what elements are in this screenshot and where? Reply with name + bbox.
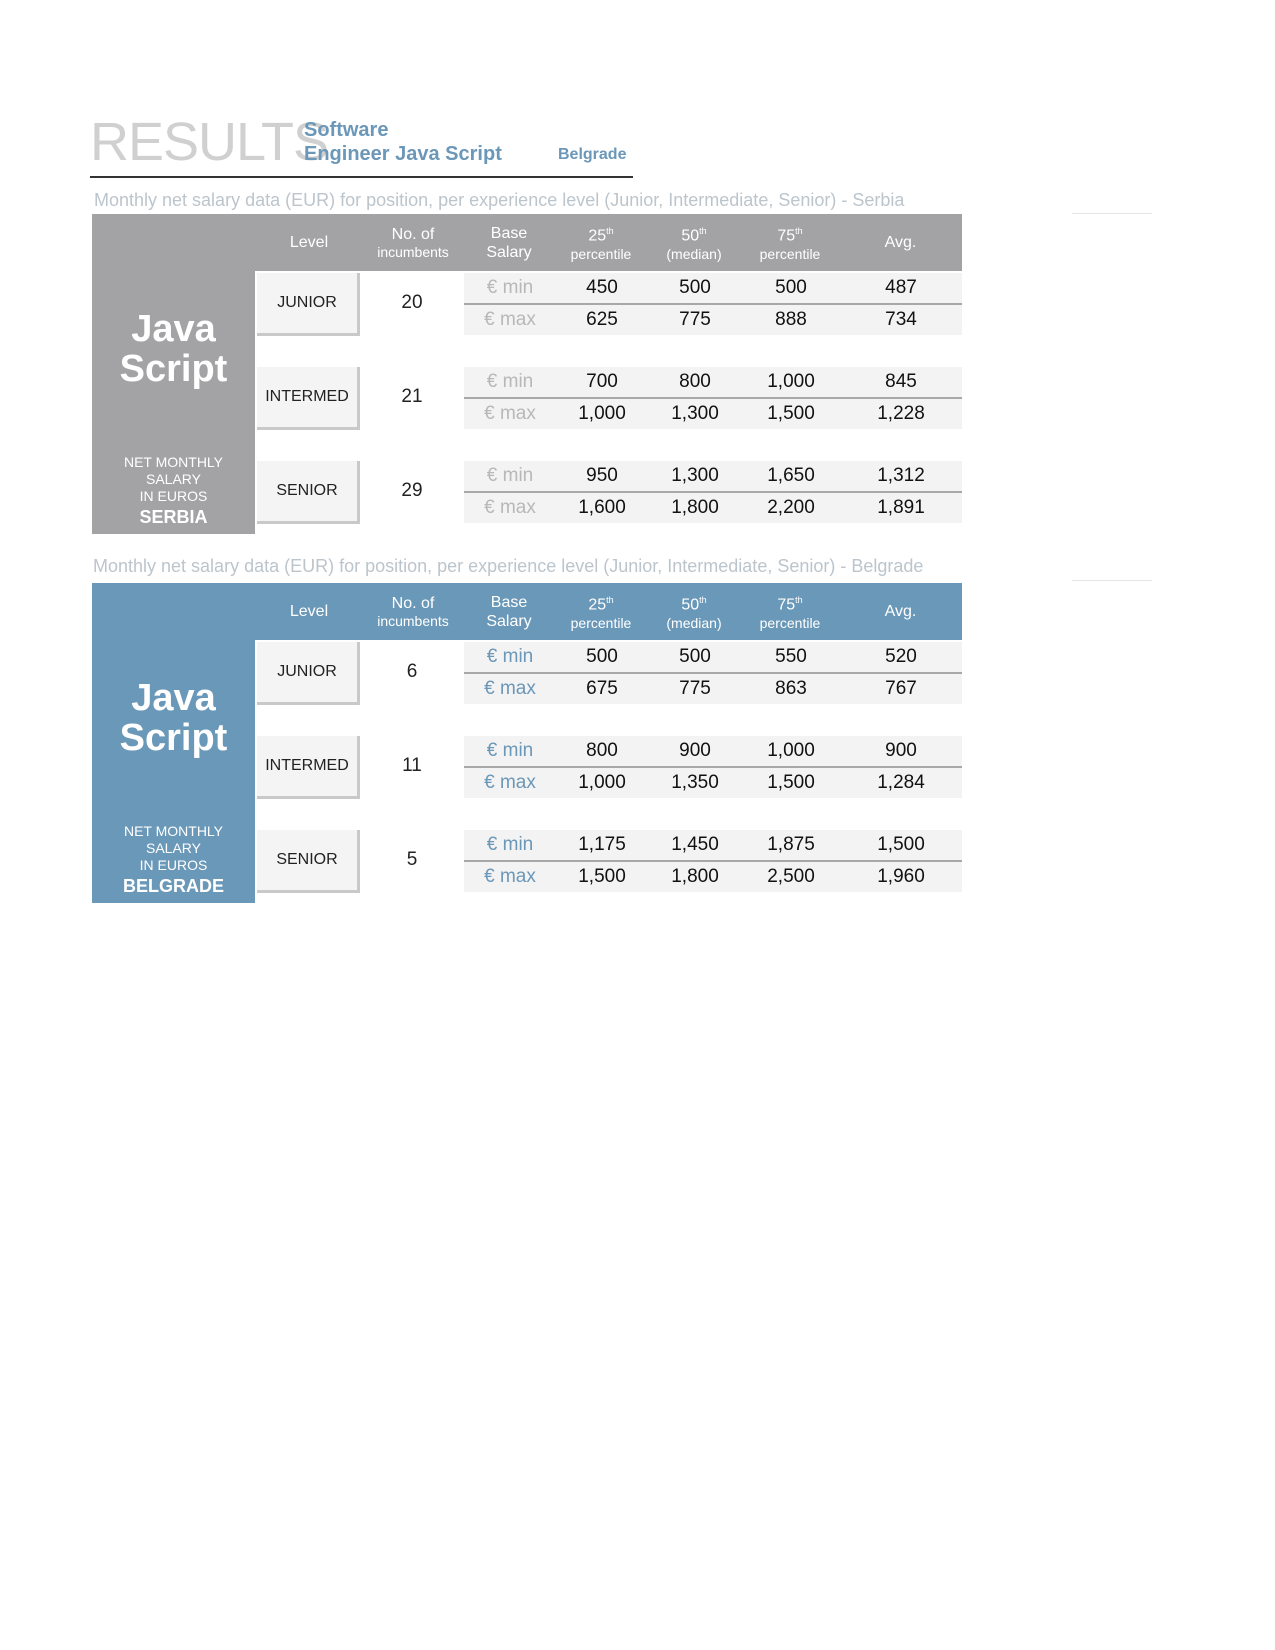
- sidebar-subtitle: NET MONTHLY SALARY IN EUROS SERBIA: [92, 454, 255, 529]
- incumbents-intermed: 21: [401, 386, 423, 407]
- table-caption-serbia: Monthly net salary data (EUR) for position, per experience level (Junior, Intermediate, Senior) - Serbia: [94, 190, 905, 210]
- level-junior: JUNIOR: [257, 273, 360, 336]
- report-header: [90, 112, 633, 177]
- incumbents-senior: 5: [406, 849, 418, 870]
- region-label: BELGRADE: [122, 876, 224, 896]
- table-row: € max 1,000 1,350 1,500 1,284: [464, 768, 962, 798]
- table-row: € max 675 775 863 767: [464, 674, 962, 704]
- table-row: € min 450 500 500 487: [464, 273, 962, 305]
- sidebar-title: Java Script: [119, 308, 228, 390]
- table-row: € min 500 500 550 520: [464, 642, 962, 674]
- position-title-line1: Software: [304, 119, 389, 141]
- col-header-p75: 75th percentile: [759, 226, 821, 262]
- table-row: € min 700 800 1,000 845: [464, 367, 962, 399]
- table-row: € min 950 1,300 1,650 1,312: [464, 461, 962, 493]
- incumbents-junior: 20: [401, 292, 423, 313]
- col-header-p50: 50th (median): [666, 226, 722, 262]
- col-header-incumbents: No. of incumbents: [377, 225, 449, 260]
- level-intermed: INTERMED: [257, 367, 360, 430]
- level-intermed: INTERMED: [257, 736, 360, 799]
- col-header-base-salary: Base Salary: [486, 593, 532, 630]
- table-row: € min 1,175 1,450 1,875 1,500: [464, 830, 962, 862]
- table-row: € max 1,000 1,300 1,500 1,228: [464, 399, 962, 429]
- sidebar-title: Java Script: [119, 677, 228, 759]
- incumbents-intermed: 11: [402, 755, 422, 776]
- level-junior: JUNIOR: [257, 642, 360, 705]
- table-header-row: [255, 214, 962, 271]
- level-senior: SENIOR: [257, 461, 360, 524]
- incumbents-junior: 6: [406, 661, 418, 682]
- table-sidebar: [92, 214, 255, 534]
- table-row: € max 1,600 1,800 2,200 1,891: [464, 493, 962, 523]
- table-row: € max 625 775 888 734: [464, 305, 962, 335]
- results-heading: RESULTS: [90, 112, 329, 172]
- position-title-line2: Engineer Java Script: [304, 143, 502, 165]
- sidebar-subtitle: NET MONTHLY SALARY IN EUROS BELGRADE: [92, 823, 255, 898]
- table-caption-belgrade: Monthly net salary data (EUR) for position, per experience level (Junior, Intermediate, Senior) - Belgrade: [93, 556, 924, 576]
- header-divider: [90, 176, 633, 178]
- salary-table-belgrade: [92, 583, 962, 903]
- col-header-base-salary: Base Salary: [486, 224, 532, 261]
- caption-rule: [1072, 580, 1152, 581]
- table-row: € max 1,500 1,800 2,500 1,960: [464, 862, 962, 892]
- col-header-incumbents: No. of incumbents: [377, 594, 449, 629]
- col-header-level: Level: [289, 603, 329, 620]
- table-sidebar: [92, 583, 255, 903]
- col-header-avg: Avg.: [884, 603, 917, 620]
- table-row: € min 800 900 1,000 900: [464, 736, 962, 768]
- level-senior: SENIOR: [257, 830, 360, 893]
- col-header-p75: 75th percentile: [759, 595, 821, 631]
- col-header-level: Level: [289, 234, 329, 251]
- caption-rule: [1072, 213, 1152, 214]
- col-header-p25: 25th percentile: [570, 595, 632, 631]
- col-header-p50: 50th (median): [666, 595, 722, 631]
- table-header-row: [255, 583, 962, 640]
- region-label: SERBIA: [139, 507, 208, 527]
- col-header-avg: Avg.: [884, 234, 917, 251]
- col-header-p25: 25th percentile: [570, 226, 632, 262]
- city-label: Belgrade: [558, 146, 627, 163]
- incumbents-senior: 29: [401, 480, 423, 501]
- salary-table-serbia: [92, 214, 962, 534]
